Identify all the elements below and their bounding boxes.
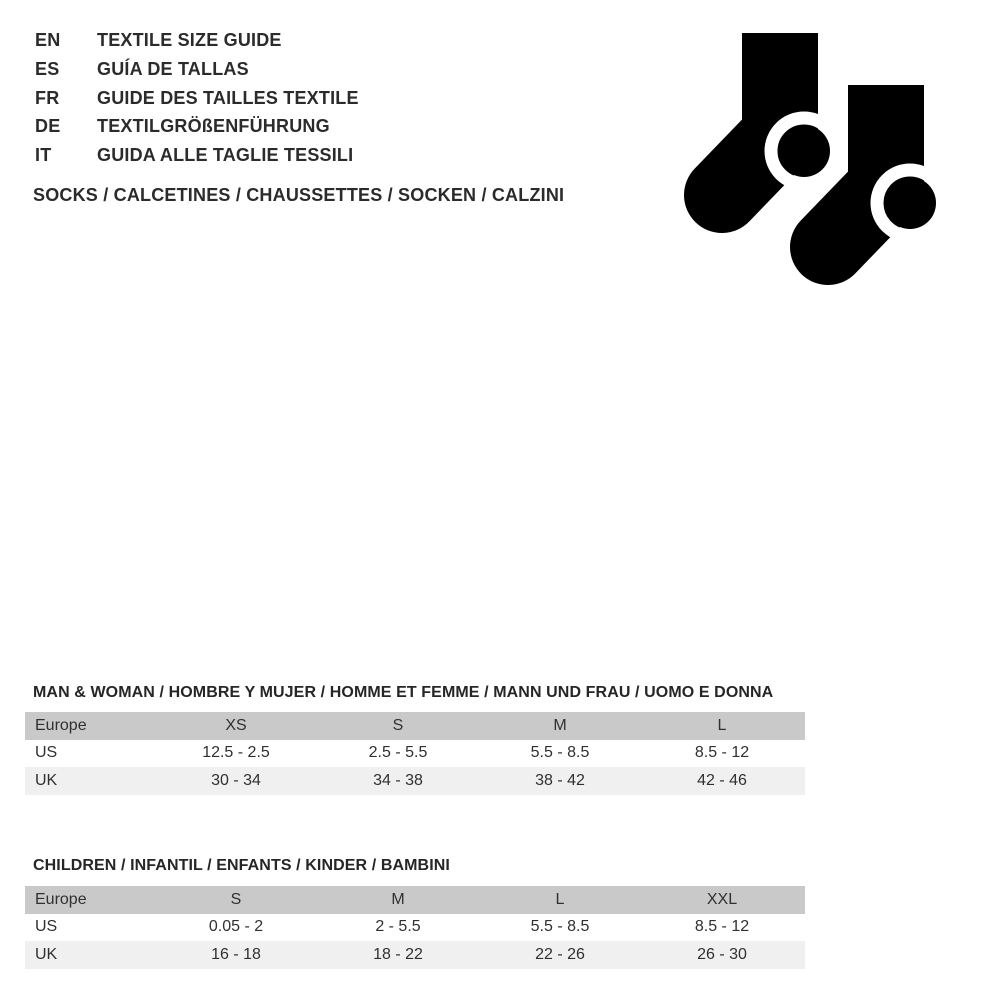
size-value: 12.5 - 2.5 <box>202 744 270 762</box>
size-value: 42 - 46 <box>697 771 747 789</box>
table-row-uk <box>25 941 805 969</box>
table-header-row <box>25 712 805 740</box>
language-row-en <box>35 26 359 55</box>
size-value: 30 - 34 <box>211 771 261 789</box>
size-value: 38 - 42 <box>535 771 585 789</box>
size-table-children <box>25 886 805 969</box>
size-value: 8.5 - 12 <box>694 918 750 936</box>
language-row-fr <box>35 84 359 113</box>
table-row-us <box>25 740 805 768</box>
language-code: FR <box>35 87 60 108</box>
language-label: GUIDA ALLE TAGLIE TESSILI <box>97 145 354 165</box>
header-cell-size: L <box>717 716 727 734</box>
row-label: UK <box>35 771 58 789</box>
row-label: US <box>35 918 58 936</box>
language-code: DE <box>35 116 61 137</box>
size-value: 5.5 - 8.5 <box>530 744 590 762</box>
socks-icon <box>680 25 980 295</box>
row-label: UK <box>35 945 58 963</box>
language-row-it <box>35 141 359 170</box>
header-cell-size: M <box>391 890 405 908</box>
table-row-uk <box>25 767 805 795</box>
table-title-man-woman: MAN & WOMAN / HOMBRE Y MUJER / HOMME ET FEMME / MANN UND FRAU / UOMO E DONNA <box>33 684 774 701</box>
size-value: 22 - 26 <box>535 945 585 963</box>
language-code: ES <box>35 58 60 79</box>
row-label: US <box>35 744 58 762</box>
language-row-de <box>35 112 359 141</box>
header-cell-size: XS <box>225 716 247 734</box>
header-cell-size: M <box>553 716 567 734</box>
header-cell-size: S <box>392 716 404 734</box>
size-value: 5.5 - 8.5 <box>530 918 590 936</box>
language-label: TEXTILE SIZE GUIDE <box>97 30 282 50</box>
category-title: SOCKS / CALCETINES / CHAUSSETTES / SOCKEN / CALZINI <box>33 185 565 205</box>
header-cell-region: Europe <box>35 716 87 734</box>
table-row-us <box>25 914 805 942</box>
language-code: EN <box>35 30 61 50</box>
size-table-man-woman <box>25 712 805 795</box>
language-code: IT <box>35 145 52 165</box>
language-label: GUIDE DES TAILLES TEXTILE <box>97 87 359 108</box>
language-label: TEXTILGRÖßENFÜHRUNG <box>97 116 330 137</box>
size-value: 34 - 38 <box>373 771 423 789</box>
table-header-row <box>25 886 805 914</box>
size-value: 2.5 - 5.5 <box>368 744 428 762</box>
language-list <box>35 26 359 170</box>
header-cell-size: XXL <box>706 890 738 908</box>
language-label: GUÍA DE TALLAS <box>97 58 249 79</box>
language-row-es <box>35 55 359 84</box>
size-value: 16 - 18 <box>211 945 261 963</box>
header-cell-size: L <box>555 890 565 908</box>
header-cell-region: Europe <box>35 890 87 908</box>
size-value: 0.05 - 2 <box>208 918 264 936</box>
size-value: 2 - 5.5 <box>375 918 421 936</box>
size-value: 26 - 30 <box>697 945 747 963</box>
size-value: 8.5 - 12 <box>694 744 750 762</box>
table-title-children: CHILDREN / INFANTIL / ENFANTS / KINDER / BAMBINI <box>33 857 450 874</box>
header-cell-size: S <box>230 890 242 908</box>
size-value: 18 - 22 <box>373 945 423 963</box>
